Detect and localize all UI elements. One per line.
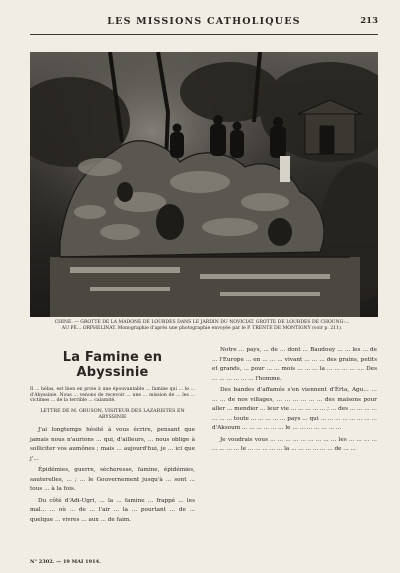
running-title: LES MISSIONS CATHOLIQUES	[107, 16, 301, 27]
paragraph: Je voudrais vous ... ... ... ... ... ... ... ... ... les ... ... ... ... ... ... ... ... le ... ... ... ... ... la ... ... ... ... ... ... de ... ...	[212, 436, 377, 452]
issue-footer: N° 2302. — 19 MAI 1914.	[30, 559, 101, 565]
paragraph: Des bandes d'affamés s'en viennent d'Érta, Agu... ... ... ... de nos villages, ... ... ... ... ... ... des maisons pour aller ... mendier ... leur vie ... ... ... ... ... ; ... des ... ... ... ... ... ... ... toute ... ... ... ... ... pays ... qui ... ... ... ... ... ... ... ... d'Aksoum ... ... ... ... ... ... le ... ... ... ... ... ... ...	[212, 387, 377, 431]
page-number: 213	[360, 16, 378, 26]
paragraph: Du côté d'Adi-Ugri, ... la ... famine ... frappé ... les mal... ... où ... de ... l'air ... la ... pourtant ... de ... quelque ... vivres ... aux ... de faim.	[30, 497, 195, 523]
paragraph: Notre ... pays, ... de ... dont ... Baudouy ... ... les ... de ... l'Europe ... en ... ... ... vivant ... ... ... des grains, petits et grands, ... pour ... ... mois ... ... ... la ... ... ... ... .... Des ... ... ... ... ... ... l'homme.	[212, 347, 377, 382]
letter-subhead: LETTRE DE M. GRUSON, VISITEUR DES LAZARISTES EN ABYSSINIE	[40, 408, 185, 421]
grotto-photograph	[30, 52, 378, 317]
paragraph: Épidémies, guerre, sécheresse, famine, épidémies, sauterelles, ... ; ... le Gouvernement jusqu'à ... sont ... tous ... à la fois.	[30, 467, 195, 493]
header-rule	[30, 34, 378, 35]
article-intro: Il ... hélas, est bien en proie à une épouvantable ... famine qui ... le ... d'Abyssinie. Nous ... venons de recevoir ... une ... mission de ... les ... victimes ... de la terrible ... calamité.	[30, 387, 195, 404]
photo-caption: CHINE. — GROTTE DE LA MADONE DE LOURDES DANS LE JARDIN DU NOVICIAT. GROTTE DE LOURDES DE CHOUNG-... AU PÈ... ORPHELINAT. Monographie d'après une photographie envoyée par le P. TRENTE DE MONTIGNY (voir p. 211).	[54, 320, 350, 332]
right-column	[212, 346, 377, 457]
photograph-icon	[30, 52, 378, 317]
paragraph: J'ai longtemps hésité à vous écrire, pensant que jamais nous n'aurions ... qui, d'ailleurs, ... nous oblige à solliciter vos aumônes ; mais ... aujourd'hui, je ... ici que j'...	[30, 427, 195, 462]
article-title: La Famine en Abyssinie	[62, 350, 163, 380]
page-header	[30, 16, 378, 30]
left-column	[30, 350, 195, 527]
